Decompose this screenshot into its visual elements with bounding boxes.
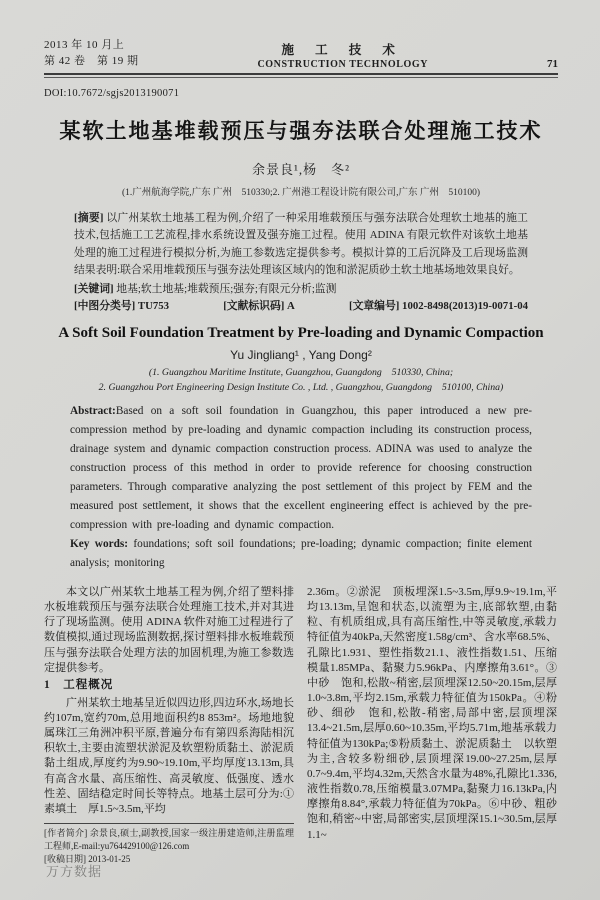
wanfang-watermark: 万方数据 bbox=[46, 864, 103, 879]
header-journal bbox=[139, 40, 548, 70]
abstract-cn-label: [摘要] bbox=[74, 211, 104, 224]
authors-cn: 余景良¹,杨 冬² bbox=[251, 161, 351, 177]
page-header bbox=[44, 38, 558, 70]
abstract-en bbox=[70, 402, 532, 535]
affiliation-en-2: 2. Guangzhou Port Engineering Design Institute Co. , Ltd. , Guangzhou, Guangdong 510100, China) bbox=[98, 381, 504, 393]
keywords-cn bbox=[74, 281, 528, 296]
classification-line bbox=[74, 298, 528, 313]
left-column bbox=[44, 585, 294, 866]
abstract-en-label: Abstract: bbox=[70, 405, 116, 418]
keywords-en-text: foundations; soft soil foundations; pre-loading; dynamic compaction; finite element analysis; monitoring bbox=[70, 537, 532, 569]
header-volume-issue: 第 42 卷 第 19 期 bbox=[44, 54, 139, 67]
journal-title-en: CONSTRUCTION TECHNOLOGY bbox=[257, 58, 429, 70]
document-code: [文献标识码] A bbox=[223, 299, 295, 312]
affiliation-cn: (1.广州航海学院,广东 广州 510330;2. 广州港工程设计院有限公司,广东 广州 510100) bbox=[121, 187, 481, 198]
author-bio: [作者简介] 余景良,硕士,副教授,国家一级注册建造师,注册监理工程师,E-mail:yu764429100@126.com bbox=[44, 828, 294, 852]
keywords-cn-text: 地基;软土地基;堆载预压;强夯;有限元分析;监测 bbox=[113, 282, 337, 295]
section-1-paragraph: 广州某软土地基呈近似四边形,四边环水,场地长约107m,宽约70m,总用地面积约8 853m²。场地地貌属珠江三角洲冲积平原,普遍分布有第四系海陆相沉积软土,主要由流塑状淤泥及软塑粉质黏土、淤泥质黏土组成,厚度约为9.90~19.10m,平均厚度13.13m,具有高含水量、高压缩性、高灵敏度、低强度、透水性差、固结稳定时间长等特点。地基土层可分为:①素填土 厚1.5~3.5m,平均 bbox=[44, 696, 294, 815]
journal-title-cn: 施 工 技 术 bbox=[281, 42, 404, 57]
doi-line: DOI:10.7672/sgjs2013190071 bbox=[44, 87, 180, 99]
keywords-en-label: Key words: bbox=[70, 537, 129, 550]
abstract-cn bbox=[74, 210, 528, 280]
right-column bbox=[307, 585, 568, 866]
header-divider bbox=[44, 73, 558, 78]
header-issue-info bbox=[44, 38, 139, 70]
article-id: [文章编号] 1002-8498(2013)19-0071-04 bbox=[348, 299, 528, 312]
keywords-cn-label: [关键词] bbox=[74, 282, 114, 295]
abstract-cn-text: 以广州某软土地基工程为例,介绍了一种采用堆载预压与强夯法联合处理软土地基的施工技术,包括施工工艺流程,排水系统设置及强夯施工过程。使用 ADINA 有限元软件对该软土地基处理的施工过程进行模拟分析,为施工参数选定提供参考。模拟计算的工后沉降及工后现场监测结果表明:联合采用堆载预压与强夯法处理该区域内的饱和淤泥质砂土软土地基场地效果良好。 bbox=[74, 211, 528, 277]
abstract-en-text: Based on a soft soil foundation in Guangzhou, this paper introduced a new pre-compression method by pre-loading and dynamic compaction including its construction process, drainage system and dynamic compaction construction process. ADINA was used to analyze the construction process of this method in order to provide reference for choosing construction parameters. Through comparative analyzing the post settlement of this project by FEM and the measured post settlement, it shows that the excellent engineering effect is achieved by the pre-compression with pre-loading and dynamic compaction. bbox=[70, 405, 532, 531]
keywords-en bbox=[70, 535, 532, 573]
body-columns bbox=[44, 585, 568, 866]
footnote bbox=[44, 823, 294, 866]
header-date: 2013 年 10 月上 bbox=[44, 39, 125, 51]
clc-number: [中图分类号] TU753 bbox=[74, 299, 170, 312]
article-title-cn: 某软土地基堆载预压与强夯法联合处理施工技术 bbox=[59, 118, 543, 143]
authors-en: Yu Jingliang¹ , Yang Dong² bbox=[230, 347, 372, 362]
received-date: [收稿日期] 2013-01-25 bbox=[44, 854, 131, 865]
page-number: 71 bbox=[547, 57, 558, 70]
section-1-heading: 1 工程概况 bbox=[44, 678, 114, 691]
affiliation-en-1: (1. Guangzhou Maritime Institute, Guangzhou, Guangdong 510330, China; bbox=[148, 366, 454, 378]
intro-paragraph: 本文以广州某软土地基工程为例,介绍了塑料排水板堆载预压与强夯法联合处理施工技术,并对其进行了现场监测。使用 ADINA 软件对施工过程进行了数值模拟,通过现场监测数据,探讨塑料排水板堆载预压与强夯法联合处理方法的加固机理,为施工参数选定提供参考。 bbox=[44, 585, 294, 674]
article-title-en: A Soft Soil Foundation Treatment by Pre-loading and Dynamic Compaction bbox=[58, 324, 544, 341]
affiliations-en bbox=[44, 365, 558, 395]
section-1-continued: 2.36m。②淤泥 顶板埋深1.5~3.5m,厚9.9~19.1m,平均13.13m,呈饱和状态,以流塑为主,底部软塑,由黏粒、有机质组成,具有高压缩性,中等灵敏度,承载力特征值为40kPa,天然密度1.58g/cm³、含水率68.5%、孔隙比1.931、塑性指数21.1、液性指数1.51、压缩模量1.85MPa、黏聚力5.96kPa、内摩擦角3.61°。③中砂 饱和,松散~稍密,层顶埋深12.50~20.15m,层厚1.0~3.8m,平均2.15m,承载力特征值为150kPa。④粉砂、细砂 饱和,松散-稍密,局部中密,层顶埋深13.4~21.5m,层厚0.60~10.35m,平均5.71m,地基承载力特征值为130kPa;⑤粉质黏土、淤泥质黏土 以软塑为主,含较多粉细砂,层顶埋深19.00~27.25m,层厚0.7~9.4m,平均4.32m,天然含水量为48%,孔隙比1.336,液性指数0.78,压缩模量3.07MPa,黏聚力16.13kPa,内摩擦角8.84°,承载力特征值为70kPa。⑥中砂、粗砂 饱和,稍密~中密,局部密实,层顶埋深15.1~30.5m,层厚1.1~ bbox=[307, 585, 568, 841]
